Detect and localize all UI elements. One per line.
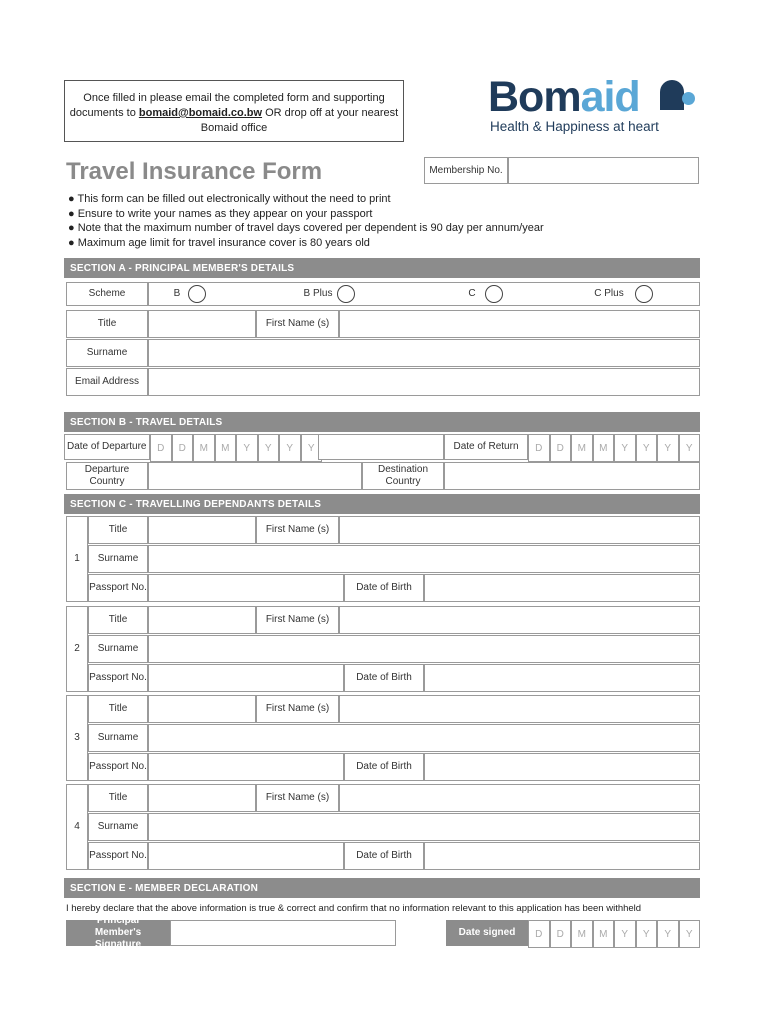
- dependant-number: 1: [66, 516, 88, 602]
- date-digit[interactable]: Y: [301, 434, 323, 462]
- dependant-passport-field[interactable]: [148, 753, 344, 781]
- dependant-dob-field[interactable]: [424, 664, 700, 692]
- date-digit[interactable]: D: [172, 434, 194, 462]
- dependant-first-name-field[interactable]: [339, 516, 700, 544]
- dependant-title-field[interactable]: [148, 695, 256, 723]
- date-digit[interactable]: M: [571, 434, 593, 462]
- email-link[interactable]: bomaid@bomaid.co.bw: [138, 107, 263, 119]
- logo-wordmark: [488, 74, 640, 120]
- date-digit[interactable]: M: [593, 920, 615, 948]
- logo-tagline: Health & Happiness at heart: [490, 119, 659, 134]
- bomaid-logo: [488, 74, 703, 138]
- date-digit[interactable]: M: [593, 434, 615, 462]
- dependant-dob-field[interactable]: [424, 753, 700, 781]
- principal-surname-field[interactable]: [148, 339, 700, 367]
- instruction-text: Maximum age limit for travel insurance cover is 80 years old: [77, 236, 370, 249]
- notice-line-3: Bomaid office: [200, 122, 268, 134]
- departure-date-label: Date of Departure: [64, 434, 150, 460]
- dependant-passport-label: Passport No.: [88, 842, 148, 870]
- dependant-surname-field[interactable]: [148, 545, 700, 573]
- scheme-option-c-label: C: [468, 288, 476, 299]
- principal-email-label: Email Address: [66, 368, 148, 396]
- departure-date-field[interactable]: [150, 434, 322, 460]
- dependant-number: 4: [66, 784, 88, 870]
- departure-country-field[interactable]: [148, 462, 362, 490]
- membership-label: Membership No.: [424, 157, 508, 184]
- date-digit[interactable]: Y: [258, 434, 280, 462]
- dependant-dob-label: Date of Birth: [344, 753, 424, 781]
- principal-email-field[interactable]: [148, 368, 700, 396]
- date-digit[interactable]: Y: [679, 920, 701, 948]
- dependant-passport-field[interactable]: [148, 574, 344, 602]
- date-digit[interactable]: D: [550, 434, 572, 462]
- date-digit[interactable]: Y: [279, 434, 301, 462]
- date-digit[interactable]: M: [193, 434, 215, 462]
- dependant-title-label: Title: [88, 695, 148, 723]
- date-signed-label: Date signed: [446, 920, 528, 946]
- dependant-first-name-label: First Name (s): [256, 516, 339, 544]
- dependant-dob-label: Date of Birth: [344, 842, 424, 870]
- dependant-surname-label: Surname: [88, 635, 148, 663]
- notice-line-2-post: OR drop off at your nearest: [262, 107, 399, 119]
- instruction-text: Note that the maximum number of travel days covered per dependent is 90 day per annum/year: [77, 222, 544, 234]
- dependant-surname-label: Surname: [88, 545, 148, 573]
- dependant-dob-field[interactable]: [424, 574, 700, 602]
- dependant-title-field[interactable]: [148, 606, 256, 634]
- dependant-surname-field[interactable]: [148, 813, 700, 841]
- principal-surname-label: Surname: [66, 339, 148, 367]
- dependant-title-field[interactable]: [148, 516, 256, 544]
- principal-first-name-field[interactable]: [339, 310, 700, 338]
- dependant-passport-label: Passport No.: [88, 753, 148, 781]
- principal-title-label: Title: [66, 310, 148, 338]
- date-digit[interactable]: D: [150, 434, 172, 462]
- date-digit[interactable]: Y: [614, 434, 636, 462]
- form-title: Travel Insurance Form: [66, 158, 323, 185]
- dependant-first-name-label: First Name (s): [256, 695, 339, 723]
- scheme-cplus-radio[interactable]: [635, 285, 653, 303]
- date-digit[interactable]: M: [571, 920, 593, 948]
- dependant-surname-field[interactable]: [148, 635, 700, 663]
- date-digit[interactable]: Y: [636, 434, 658, 462]
- dependant-first-name-label: First Name (s): [256, 784, 339, 812]
- principal-title-field[interactable]: [148, 310, 256, 338]
- instruction-item: ● Maximum age limit for travel insurance cover is 80 years old: [68, 236, 370, 249]
- scheme-c-radio[interactable]: [485, 285, 503, 303]
- declaration-text: I hereby declare that the above information is true & correct and confirm that no information relevant to this application has been withheld: [66, 903, 642, 914]
- instructions-list: [68, 192, 544, 250]
- dependant-passport-field[interactable]: [148, 664, 344, 692]
- date-digit[interactable]: Y: [657, 920, 679, 948]
- dependant-first-name-field[interactable]: [339, 784, 700, 812]
- membership-number-field[interactable]: [508, 157, 699, 184]
- scheme-option-cplus-label: C Plus: [594, 288, 624, 299]
- dependant-first-name-field[interactable]: [339, 606, 700, 634]
- instruction-text: This form can be filled out electronically without the need to print: [77, 193, 391, 205]
- departure-date-spacer: [318, 434, 444, 460]
- date-digit[interactable]: M: [215, 434, 237, 462]
- scheme-option-b-label: B: [173, 288, 181, 299]
- date-digit[interactable]: Y: [657, 434, 679, 462]
- submission-notice: [64, 80, 404, 142]
- dependant-surname-field[interactable]: [148, 724, 700, 752]
- scheme-label: Scheme: [66, 282, 148, 306]
- date-digit[interactable]: Y: [636, 920, 658, 948]
- dependant-title-field[interactable]: [148, 784, 256, 812]
- return-date-field[interactable]: [528, 434, 700, 460]
- dependant-number: 3: [66, 695, 88, 781]
- return-date-label: Date of Return: [444, 434, 528, 460]
- logo-brand-light: aid: [580, 73, 640, 121]
- instruction-item: ● Ensure to write your names as they appear on your passport: [68, 207, 373, 220]
- instruction-item: ● This form can be filled out electronically without the need to print: [68, 193, 391, 205]
- dependant-dob-label: Date of Birth: [344, 664, 424, 692]
- section-b-header: SECTION B - TRAVEL DETAILS: [64, 412, 700, 432]
- dependant-surname-label: Surname: [88, 813, 148, 841]
- scheme-b-radio[interactable]: [188, 285, 206, 303]
- notice-line-2: [65, 106, 403, 121]
- date-digit[interactable]: Y: [614, 920, 636, 948]
- scheme-option-bplus-label: B Plus: [303, 288, 333, 299]
- dependant-title-label: Title: [88, 606, 148, 634]
- signature-field[interactable]: [170, 920, 396, 946]
- date-digit[interactable]: Y: [679, 434, 701, 462]
- section-c-header: SECTION C - TRAVELLING DEPENDANTS DETAILS: [64, 494, 700, 514]
- dependant-first-name-field[interactable]: [339, 695, 700, 723]
- instruction-item: ● Note that the maximum number of travel days covered per dependent is 90 day per annum/year: [68, 222, 544, 234]
- destination-country-label: Destination Country: [362, 462, 444, 490]
- dependant-first-name-label: First Name (s): [256, 606, 339, 634]
- logo-arch-icon: [660, 80, 684, 110]
- dependant-title-label: Title: [88, 516, 148, 544]
- date-digit[interactable]: D: [528, 434, 550, 462]
- date-digit[interactable]: D: [528, 920, 550, 948]
- date-signed-field[interactable]: [528, 920, 700, 946]
- notice-line-2-pre: documents to: [69, 107, 139, 119]
- logo-dot-icon: [682, 92, 695, 105]
- principal-first-name-label: First Name (s): [256, 310, 339, 338]
- section-a-header: SECTION A - PRINCIPAL MEMBER'S DETAILS: [64, 258, 700, 278]
- date-digit[interactable]: D: [550, 920, 572, 948]
- scheme-bplus-radio[interactable]: [337, 285, 355, 303]
- dependant-dob-label: Date of Birth: [344, 574, 424, 602]
- dependant-number: 2: [66, 606, 88, 692]
- signature-label: Principal Member's Signature: [66, 920, 170, 946]
- section-e-header: SECTION E - MEMBER DECLARATION: [64, 878, 700, 898]
- dependant-dob-field[interactable]: [424, 842, 700, 870]
- dependant-surname-label: Surname: [88, 724, 148, 752]
- dependant-passport-field[interactable]: [148, 842, 344, 870]
- logo-brand-dark: Bom: [488, 73, 581, 121]
- dependant-passport-label: Passport No.: [88, 574, 148, 602]
- instruction-text: Ensure to write your names as they appear on your passport: [77, 207, 373, 220]
- dependant-passport-label: Passport No.: [88, 664, 148, 692]
- departure-country-label: Departure Country: [66, 462, 148, 490]
- dependant-title-label: Title: [88, 784, 148, 812]
- notice-line-1: Once filled in please email the completed form and supporting: [83, 92, 385, 104]
- date-digit[interactable]: Y: [236, 434, 258, 462]
- destination-country-field[interactable]: [444, 462, 700, 490]
